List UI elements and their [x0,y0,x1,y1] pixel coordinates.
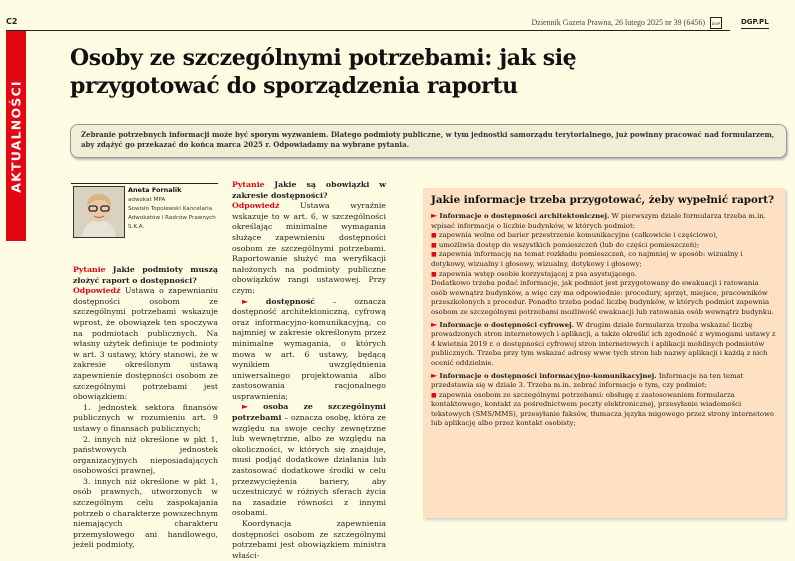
section-label [6,31,26,241]
list-item: zapewnia informację na temat rozkładu pomieszczeń, co najmniej w sposób: wizualny i dotykowy, wizualny i głosowy, wizualny, dotykowy i głosowy; [431,250,743,268]
lead-text: Zebranie potrzebnych informacji może być sporym wyzwaniem. Dlatego podmioty publiczne, w tym jednostki samorządu terytorialnego, już powinny pracować nad formularzem, aby zdążyć go przekazać do końca marca 2025 r. Odpowiadamy na wybrane pytania. [81,130,775,149]
masthead: Dziennik Gazeta Prawna, 26 lutego 2025 nr 39 (6456) [531,18,705,27]
author-firm: Sowisło Topolewski Kancelaria Adwokatów i Radców Prawnych S.K.A. [128,206,216,230]
section-title: Informacje o dostępności informacyjno-komunikacyjnej. [439,371,657,380]
lead-box [70,124,787,158]
column-1 [73,265,218,551]
list-item: 2. innych niż określone w pkt 1, państwowych jednostek organizacyjnych nieposiadających osobowości prawnej, [73,434,218,476]
definition-text: – oznacza osobę, która ze względu na swoje cechy zewnętrzne lub wewnętrzne, albo ze względu na okoliczności, w których się znajduje, musi podjąć dodatkowe działania lub zastosować dodatkowe środki w celu przezwyciężenia bariery, aby uczestniczyć w różnych sferach życia na zasadzie równości z innymi osobami. [232,413,387,518]
page-header [6,17,730,31]
arrow-icon: ► [242,296,249,306]
arrow-icon: ► [431,370,438,380]
section-text: W drugim dziale formularza trzeba wskazać liczbę prowadzonych stron internetowych i aplikacji, a także określić ich zgodność z wymogami ustawy z 4 kwietnia 2019 r. o dostępności cyfrowej stron internetowych i aplikacji mobilnych podmiotów publicznych. Trzeba przy tym wskazać adresy www tych stron lub nazwy aplikacji i każdą z nich ocenić oddzielnie. [431,320,776,367]
author-info [128,186,220,232]
list-item: 1. jednostek sektora finansów publicznych w rozumieniu art. 9 ustawy o finansach publicznych; [73,402,218,433]
answer-label: Odpowiedź [232,201,280,211]
answer-label: Odpowiedź [73,286,121,296]
section-intro: Informacje na ten temat przedstawia się w dziale 3. Trzeba m.in. zebrać informacje o tym, czy podmiot: [431,371,744,390]
question-text: Jakie są obowiązki w zakresie dostępności? [232,180,386,200]
question-text: Jakie podmioty muszą złożyć raport o dostępności? [73,265,218,285]
headline: Osoby ze szczególnymi potrzebami: jak się przygotować do sporządzenia raportu [70,45,577,99]
definition-term: dostępność [265,296,315,306]
divider [71,183,218,184]
list-item: zapewnia wstęp osobie korzystającej z psa asystującego. [438,269,637,278]
section-label-text: AKTUALNOŚCI [8,79,24,193]
column-2 [232,180,386,561]
question-label: Pytanie [73,265,106,274]
dgp-logo-icon: DGP [710,17,722,29]
bullet-icon: ■ [431,241,437,249]
question-label: Pytanie [232,180,265,189]
section-text: Dodatkowo trzeba podać informacje, jak podmiot jest przygotowany do ewakuacji i ratowania osób wewnątrz budynków, a więc czy ma odpowiednie: procedury, sprzęt, miejsce, pracowników przeszkolonych z procedur. Ponadto trzeba podać liczbę budynków, w których podmiot zapewnia osobom ze szczególnymi potrzebami możliwość ewakuacji lub ratowania osób wewnątrz budynku. [431,279,774,316]
definition-term: osoba ze szczególnymi potrzebami [232,402,386,423]
author-photo [73,186,125,238]
section-title: Informacje o dostępności architektonicznej. [439,212,610,220]
site-link[interactable]: DGP.PL [741,18,769,29]
paragraph: Koordynacja zapewnienia dostępności osobom ze szczególnymi potrzebami jest obowiązkiem ministra właści- [232,519,386,560]
box-title: Jakie informacje trzeba przygotować, żeby wypełnić raport? [431,194,775,206]
author-title: adwokat MPA [128,197,166,203]
list-item: umożliwia dostęp do wszystkich pomieszczeń (lub do części pomieszczeń); [438,240,700,249]
bullet-icon: ■ [431,391,437,399]
arrow-icon: ► [431,319,438,329]
definition-text: – oznacza dostępność architektoniczną, cyfrową oraz informacyjno-komunikacyjną, co najmniej w zakresie określonym przez minimalne wymagania, o których mowa w art. 6 ustawy, będącą wynikiem uwzględnienia uniwersalnego projektowania albo zastosowania racjonalnego usprawnienia; [232,296,386,401]
portrait-icon [74,187,124,237]
bullet-icon: ■ [431,270,437,278]
arrow-icon: ► [242,402,249,412]
arrow-icon: ► [431,211,438,220]
list-item: zapewnia osobom ze szczególnymi potrzebami: obsługę z zastosowaniem formularza kontaktowego, kontakt za pośrednictwem poczty elektronicznej, przesyłanie wiadomości tekstowych (SMS/MMS), przesyłanie faksów, tłumacza języka migowego przez strony internetowe lub aplikację albo przez kontakt osobisty; [431,390,775,428]
author-name: Aneta Fornalik [128,186,182,194]
section-title: Informacje o dostępności cyfrowej. [439,320,574,329]
answer-text: Ustawa wyraźnie wskazuje to w art. 6, w szczególności określając minimalne wymagania służące zapewnieniu dostępności osobom ze szczególnymi potrzebami. Raportowanie służyć ma weryfikacji nałożonych na podmioty publiczne obowiązków rangi ustawowej. Przy czym: [232,201,386,295]
answer-text: Ustawa o zapewnianiu dostępności osobom ze szczególnymi potrzebami wskazuje wprost, że obowiązek ten spoczywa na podmiotach publicznych. Na własny użytek definiuje te podmioty w art. 3 ustawy, który stanowi, że w zakresie określonym ustawą zapewnienie dostępności osobom ze szczególnymi potrzebami jest obowiązkiem: [73,286,218,402]
section-intro: W pierwszym dziale formularza trzeba m.in. wpisać informacje o liczbie budynków, w których podmiot: [431,212,766,230]
page-number: C2 [6,17,18,26]
list-item: 3. innych niż określone w pkt 1, osób prawnych, utworzonych w szczególnym celu zaspokajania potrzeb o charakterze powszechnym niemających charakteru przemysłowego ani handlowego, jeżeli podmioty, [73,476,219,550]
bullet-icon: ■ [431,232,437,240]
bullet-icon: ■ [431,251,437,259]
info-box [423,188,785,518]
list-item: zapewnia wolne od barier przestrzenie komunikacyjne (całkowicie i częściowo), [438,231,718,240]
